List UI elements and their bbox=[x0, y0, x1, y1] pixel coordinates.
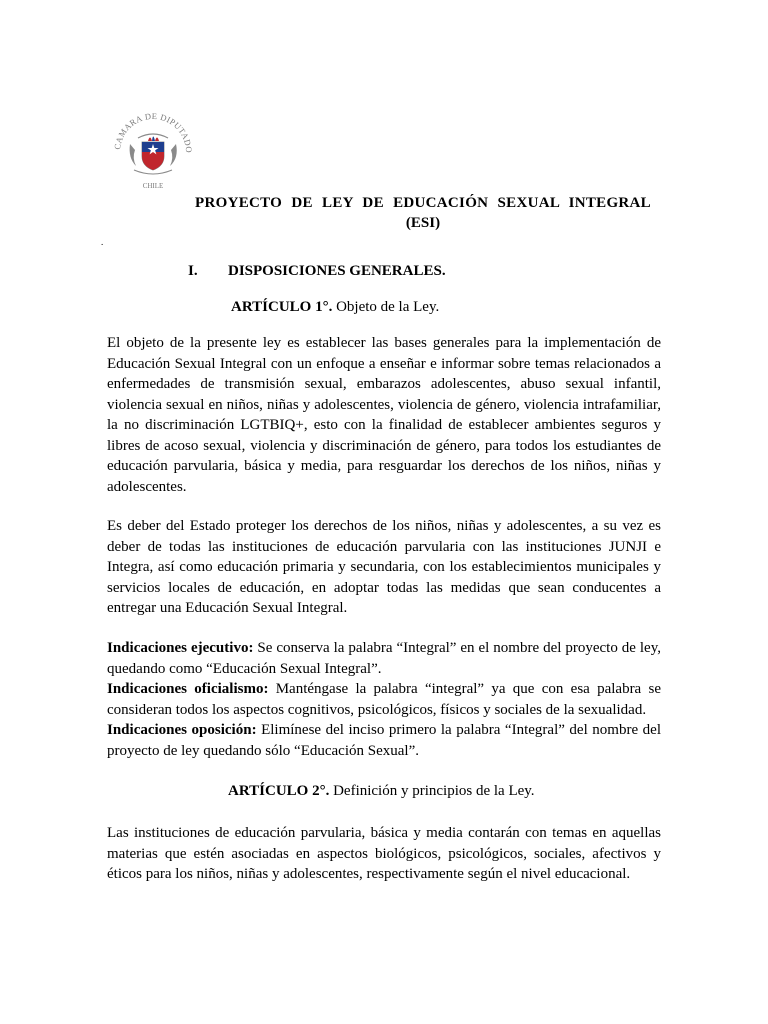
seal-emblem-icon bbox=[108, 108, 198, 194]
indication-ejecutivo bbox=[107, 638, 661, 679]
svg-text:CAMARA DE DIPUTADOS: CAMARA DE DIPUTADO bbox=[112, 110, 195, 154]
indication-ejecutivo-label: Indicaciones ejecutivo: bbox=[107, 640, 254, 656]
indications-block bbox=[107, 638, 661, 761]
paragraph-institutions: Las instituciones de educación parvularia, básica y media contarán con temas en aquellas materias que estén asociadas en aspectos biológicos, psicológicos, sociales, afectivos y éticos para los niños, niñas y adolescentes, respectivamente según el nivel educacional. bbox=[107, 825, 661, 882]
document-title bbox=[195, 193, 651, 233]
stray-mark: . bbox=[101, 237, 104, 247]
paragraph-objective: El objeto de la presente ley es establecer las bases generales para la implementación de Educación Sexual Integral con un enfoque a enseñar e informar sobre temas relacionados a enfermedades de transmisión sexual, embarazos adolescentes, abuso sexual infantil, violencia sexual en niños, niñas y adolescentes, violencia de género, violencia intrafamiliar, la no discriminación LGTBIQ+, esto con la finalidad de establecer ambientes seguros y libres de acoso sexual, violencia y discriminación de género, para todos los estudiantes de educación parvularia, básica y media, para resguardar los derechos de los niños, niñas y adolescentes. bbox=[107, 335, 661, 495]
title-line-2: (ESI) bbox=[405, 215, 441, 231]
indication-oficialismo bbox=[107, 679, 661, 720]
indication-oficialismo-text: Manténgase la palabra “integral” ya que con esa palabra se consideran todos los aspectos cognitivos, psicológicos, físicos y sociales de la sexualidad. bbox=[107, 681, 661, 718]
svg-text:CHILE: CHILE bbox=[142, 182, 164, 190]
indication-oposicion-label: Indicaciones oposición: bbox=[107, 722, 257, 738]
article-2-name: Definición y principios de la Ley. bbox=[329, 783, 535, 799]
article-1-heading bbox=[231, 297, 439, 317]
paragraph-state-duty: Es deber del Estado proteger los derechos de los niños, niñas y adolescentes, a su vez es deber de todas las instituciones de educación parvularia con las instituciones JUNJI e Integra, así como educación primaria y secundaria, con los establecimientos municipales y servicios locales de educación, en adoptar todas las medidas que sean conducentes a entregar una Educación Sexual Integral. bbox=[107, 518, 661, 616]
article-2-heading bbox=[228, 781, 535, 801]
title-line-1: PROYECTO DE LEY DE EDUCACIÓN SEXUAL INTEGRAL bbox=[195, 195, 651, 211]
indication-oposicion-text: Elimínese del inciso primero la palabra “Integral” del nombre del proyecto de ley quedando sólo “Educación Sexual”. bbox=[107, 722, 661, 759]
indication-ejecutivo-text: Se conserva la palabra “Integral” en el nombre del proyecto de ley, quedando como “Educación Sexual Integral”. bbox=[107, 640, 661, 677]
section-title: DISPOSICIONES GENERALES. bbox=[228, 263, 446, 279]
section-heading bbox=[188, 261, 446, 281]
camara-de-diputados-seal-logo bbox=[108, 108, 198, 194]
article-1-label: ARTÍCULO 1°. bbox=[231, 299, 333, 315]
indication-oficialismo-label: Indicaciones oficialismo: bbox=[107, 681, 269, 697]
article-1-name: Objeto de la Ley. bbox=[332, 299, 440, 315]
indication-oposicion bbox=[107, 720, 661, 761]
section-number: I. bbox=[188, 263, 198, 279]
article-2-label: ARTÍCULO 2°. bbox=[228, 783, 330, 799]
